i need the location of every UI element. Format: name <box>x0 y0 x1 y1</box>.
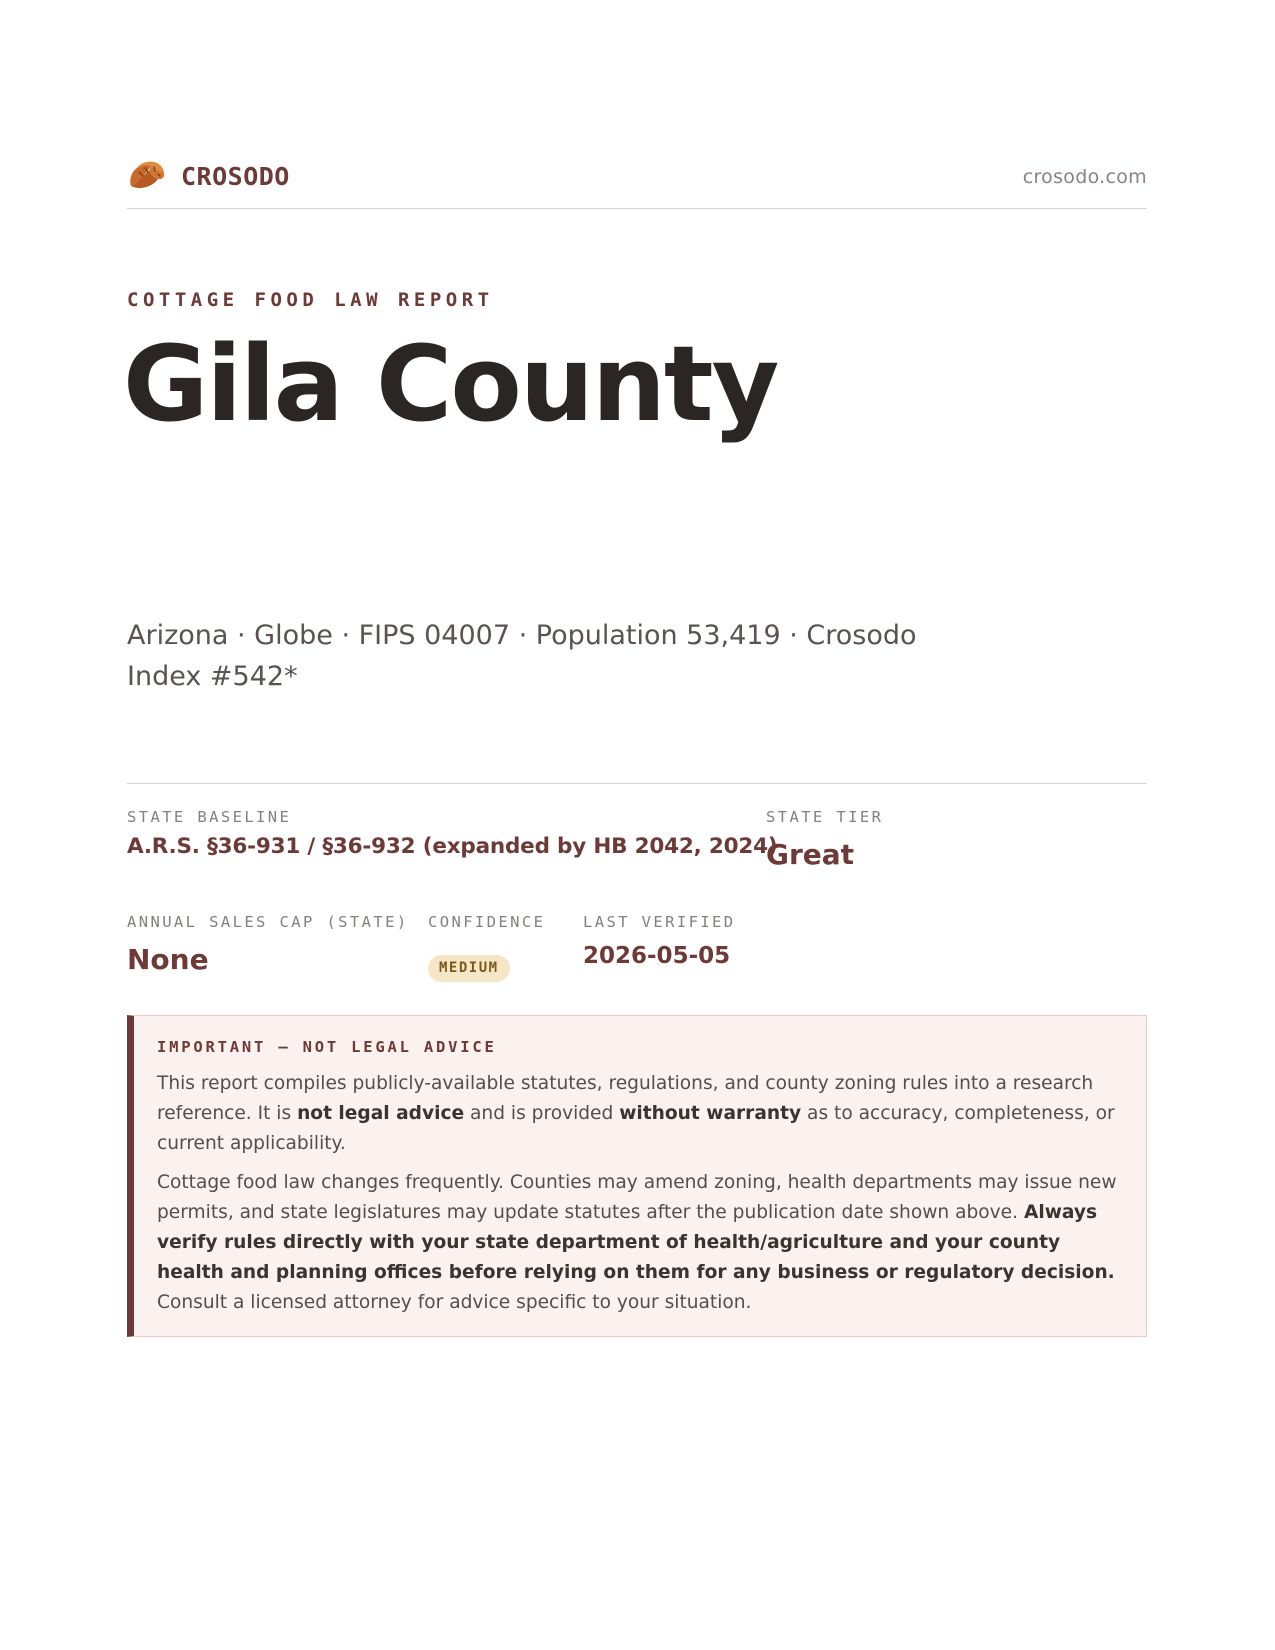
page-header <box>127 158 1147 209</box>
notice-text: and is provided <box>464 1103 620 1124</box>
report-subtitle: Arizona · Globe · FIPS 04007 · Population 53,419 · Crosodo Index #542* <box>127 620 917 692</box>
notice-text: as to accuracy, completeness, or current applicability. <box>157 1103 1115 1154</box>
report-page <box>123 0 1147 1650</box>
notice-heading: IMPORTANT — NOT LEGAL ADVICE <box>157 1038 497 1056</box>
state-baseline-label: STATE BASELINE <box>127 808 292 826</box>
croissant-icon <box>127 158 167 194</box>
section-divider <box>127 783 1147 784</box>
page-title: Gila County <box>123 323 778 445</box>
notice-text: Cottage food law changes frequently. Counties may amend zoning, health departments may issue new permits, and state legislatures may update statutes after the publication date shown above. <box>157 1172 1117 1223</box>
site-url[interactable]: crosodo.com <box>1022 166 1147 188</box>
confidence-label: CONFIDENCE <box>428 913 546 931</box>
sales-cap-label: ANNUAL SALES CAP (STATE) <box>127 913 409 931</box>
state-tier-value: Great <box>766 838 855 871</box>
brand <box>127 158 290 194</box>
state-baseline-value: A.R.S. §36-931 / §36-932 (expanded by HB 2042, 2024) <box>127 834 778 859</box>
confidence-badge: MEDIUM <box>428 955 510 982</box>
last-verified-label: LAST VERIFIED <box>583 913 736 931</box>
notice-text: This report compiles publicly-available statutes, regulations, and county zoning rules into a research reference. It is <box>157 1073 1094 1124</box>
sales-cap-value: None <box>127 943 209 976</box>
last-verified-value: 2026-05-05 <box>583 943 731 969</box>
brand-name: CROSODO <box>181 161 290 191</box>
legal-notice <box>127 1015 1147 1337</box>
notice-emphasis: Always verify rules directly with your state department of health/agriculture and your county health and planning offices before relying on them for any business or regulatory decision. <box>157 1202 1115 1283</box>
notice-text: Consult a licensed attorney for advice specific to your situation. <box>157 1292 752 1313</box>
report-eyebrow: COTTAGE FOOD LAW REPORT <box>127 289 494 311</box>
notice-emphasis: not legal advice <box>297 1103 465 1124</box>
state-tier-label: STATE TIER <box>766 808 884 826</box>
notice-paragraph-2 <box>157 1168 1122 1318</box>
notice-emphasis: without warranty <box>619 1103 802 1124</box>
notice-paragraph-1 <box>157 1069 1122 1159</box>
